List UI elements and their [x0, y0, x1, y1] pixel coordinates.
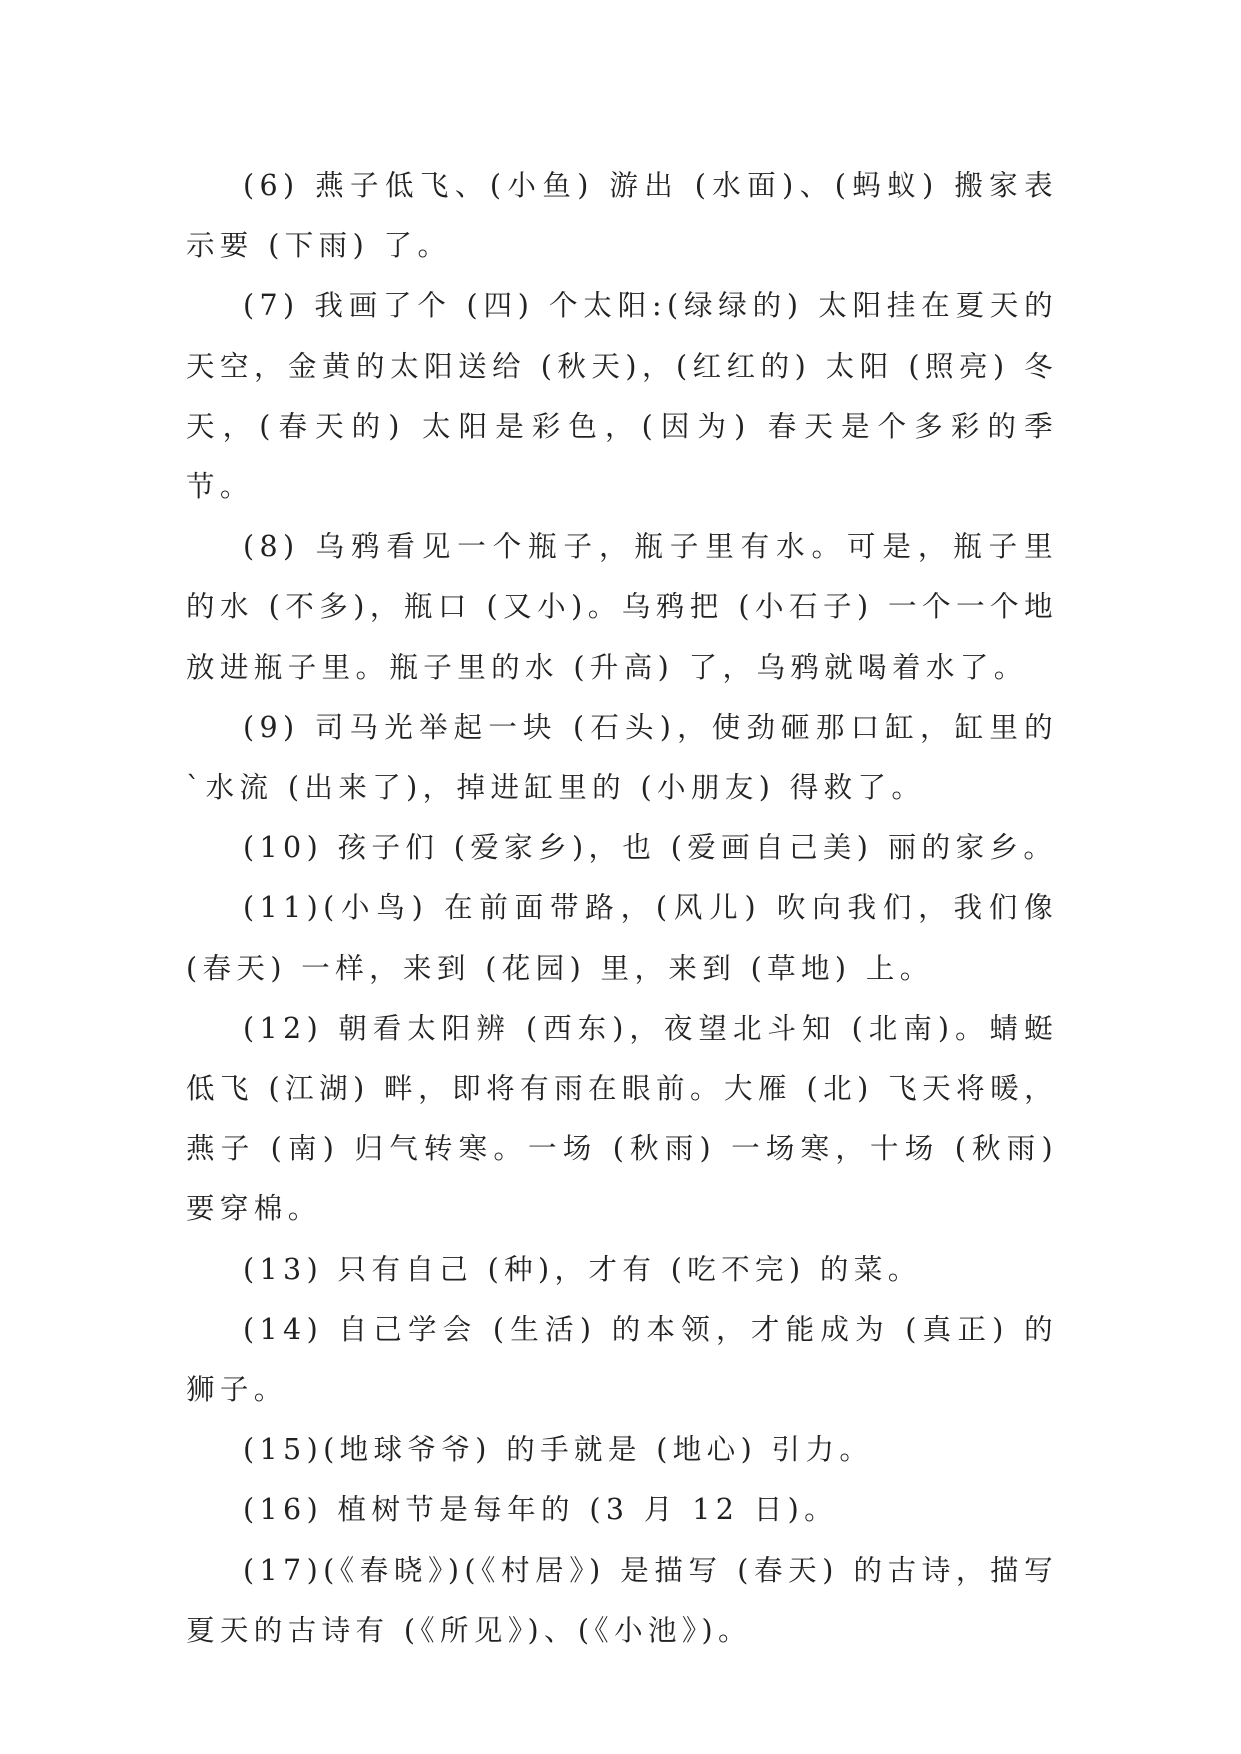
paragraph-8: (8) 乌鸦看见一个瓶子，瓶子里有水。可是，瓶子里的水 (不多)，瓶口 (又小)。乌鸦把 (小石子) 一个一个地放进瓶子里。瓶子里的水 (升高) 了，乌鸦就喝着水了。 [186, 530, 1058, 684]
paragraph-9: (9) 司马光举起一块 (石头)，使劲砸那口缸，缸里的`水流 (出来了)，掉进缸里的 (小朋友) 得救了。 [186, 710, 1058, 805]
paragraph-7: (7) 我画了个 (四) 个太阳:(绿绿的) 太阳挂在夏天的天空，金黄的太阳送给 (秋天)，(红红的) 太阳 (照亮) 冬天，(春天的) 太阳是彩色，(因为) 春天是个多彩的季节。 [186, 289, 1058, 504]
paragraph-6: (6) 燕子低飞、(小鱼) 游出 (水面)、(蚂蚁) 搬家表示要 (下雨) 了。 [186, 169, 1058, 263]
paragraph-13: (13) 只有自己 (种)，才有 (吃不完) 的菜。 [243, 1252, 922, 1286]
paragraph-17: (17)(《春晓》)(《村居》) 是描写 (春天) 的古诗，描写夏天的古诗有 (《所见》)、(《小池》)。 [186, 1553, 1058, 1647]
paragraph-16: (16) 植树节是每年的 (3 月 12 日)。 [243, 1493, 839, 1527]
paragraph-10: (10) 孩子们 (爱家乡)，也 (爱画自己美) 丽的家乡。 [243, 831, 1058, 865]
document-body [186, 156, 1058, 1661]
paragraph-12: (12) 朝看太阳辨 (西东)，夜望北斗知 (北南)。蜻蜓低飞 (江湖) 畔，即将有雨在眼前。大雁 (北) 飞天将暖，燕子 (南) 归气转寒。一场 (秋雨) 一场寒，十场 (秋雨) 要穿棉。 [186, 1011, 1058, 1226]
paragraph-11: (11)(小鸟) 在前面带路，(风儿) 吹向我们，我们像 (春天) 一样，来到 (花园) 里，来到 (草地) 上。 [186, 891, 1058, 985]
paragraph-14: (14) 自己学会 (生活) 的本领，才能成为 (真正) 的狮子。 [186, 1312, 1058, 1407]
paragraph-15: (15)(地球爷爷) 的手就是 (地心) 引力。 [243, 1433, 874, 1467]
